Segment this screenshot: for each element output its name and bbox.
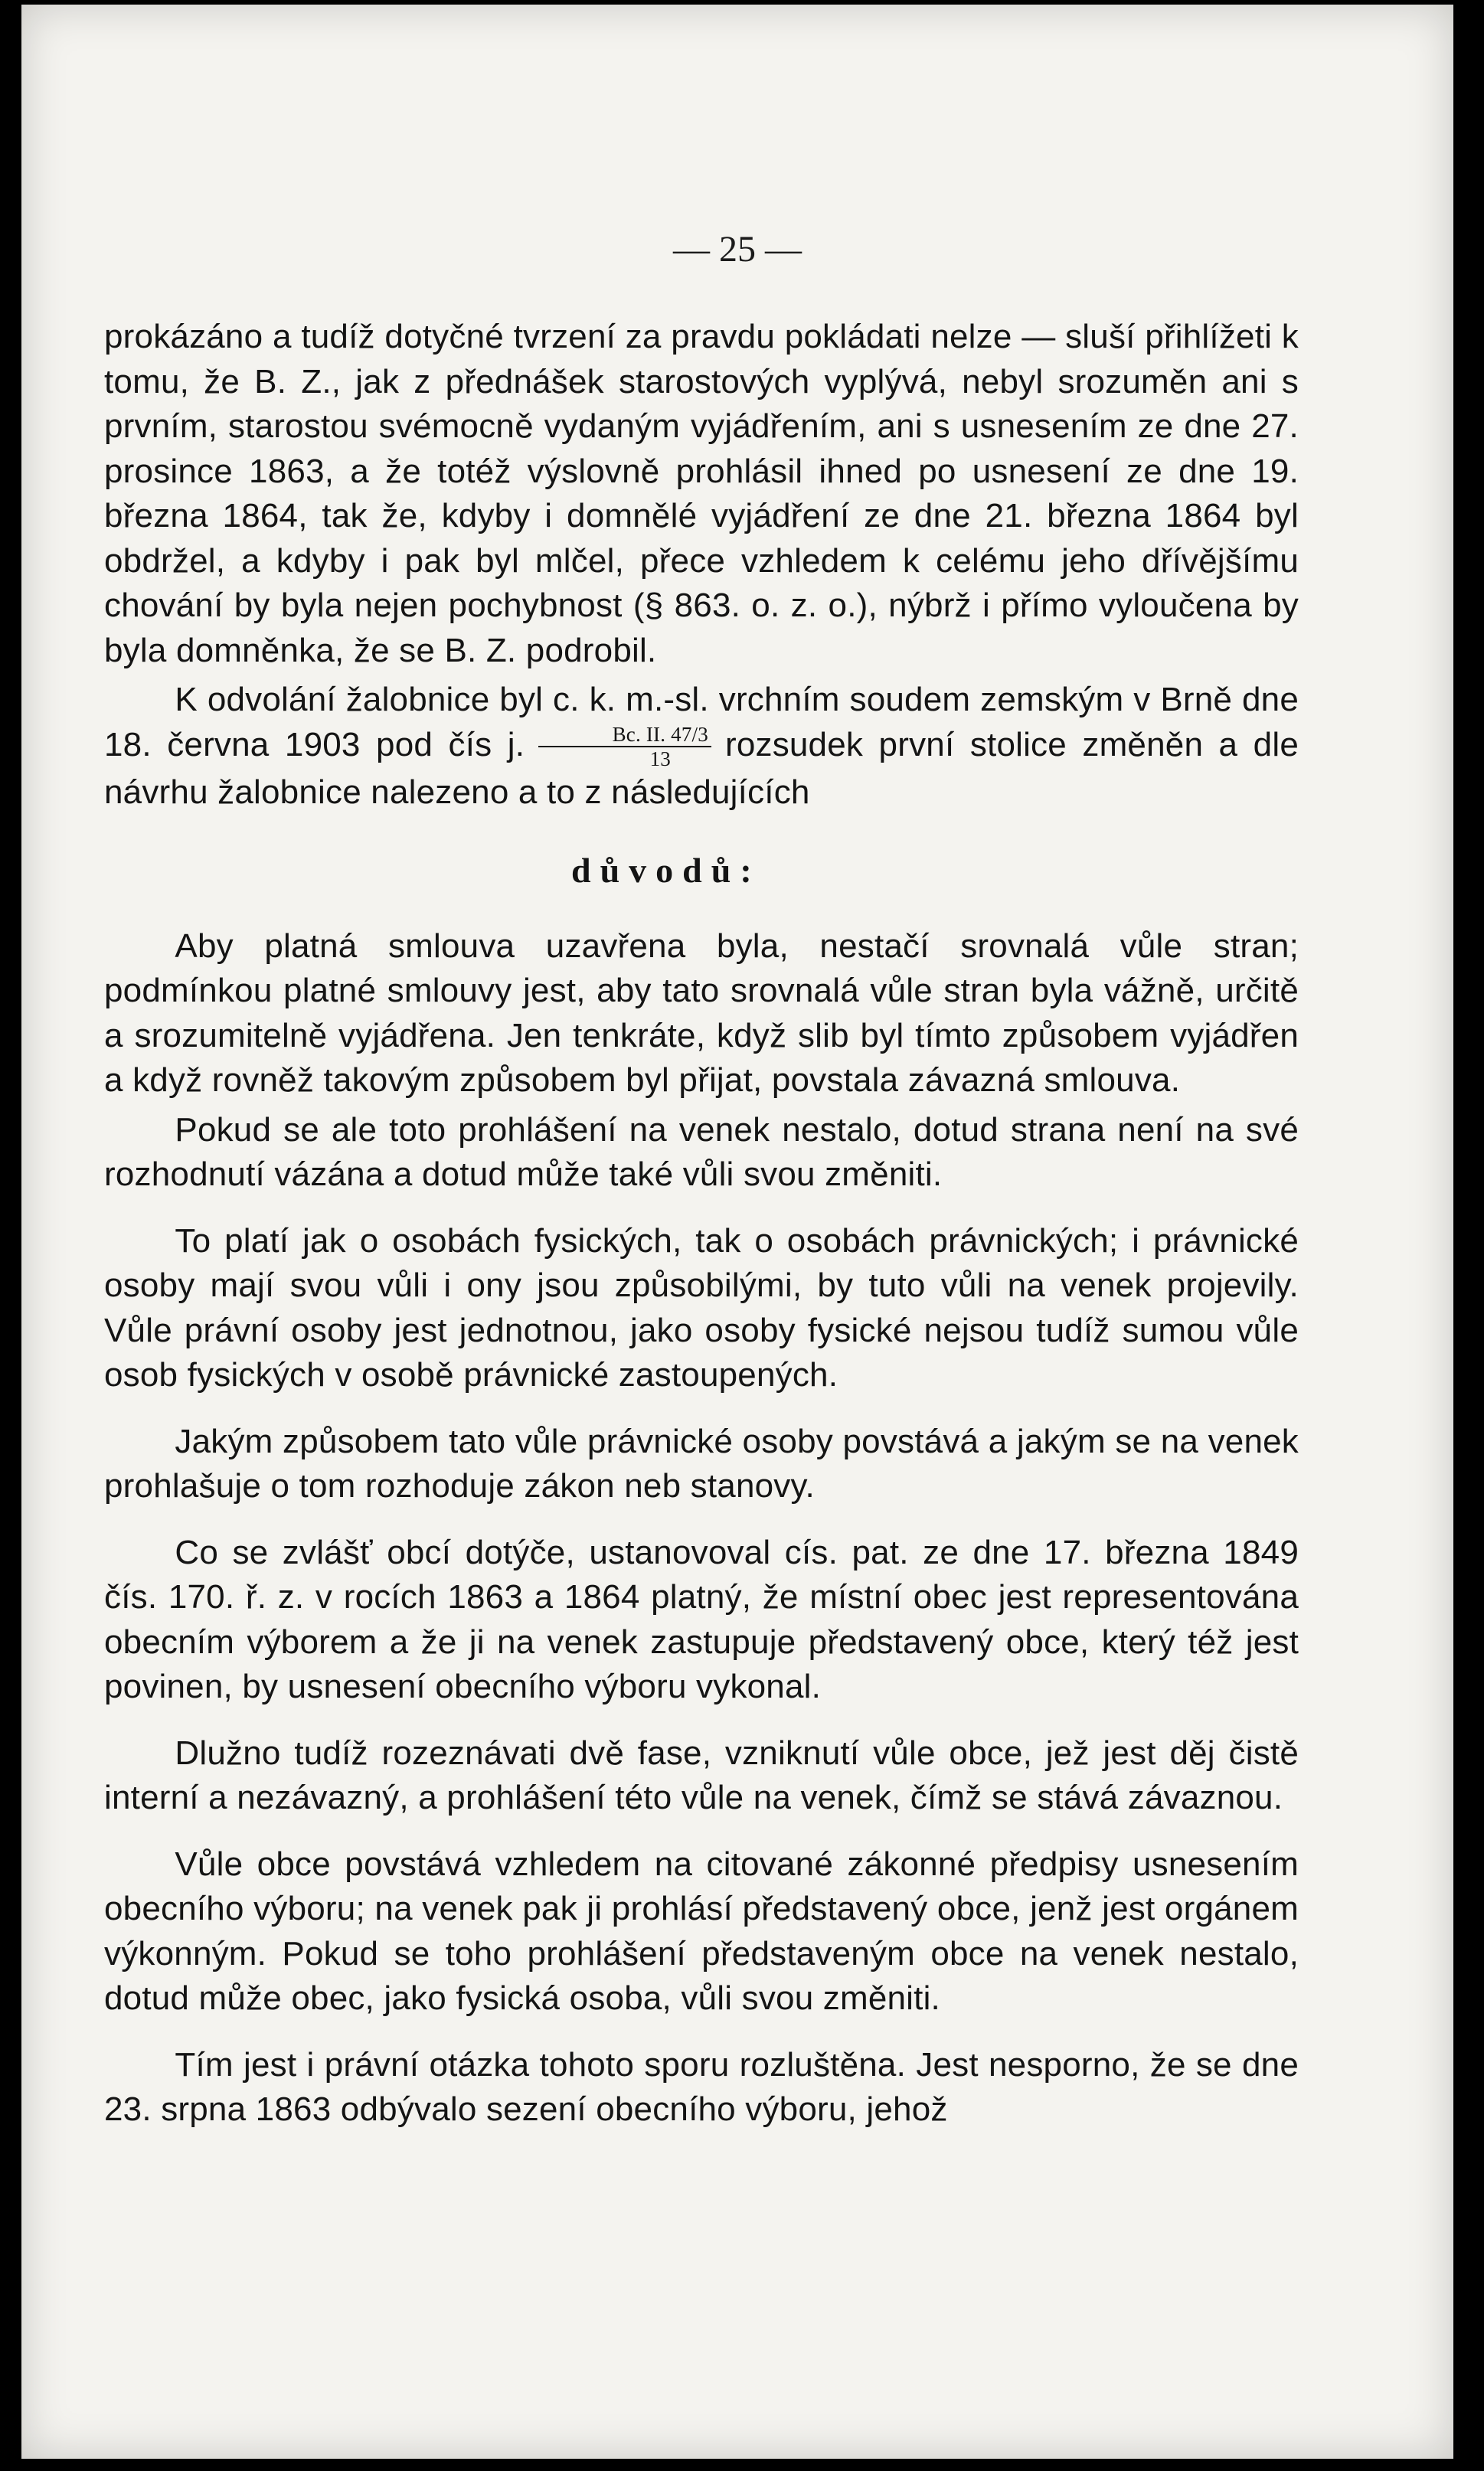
page-number: — 25 — (673, 229, 802, 270)
paragraph: Jakým způsobem tato vůle právnické osoby povstává a jakým se na venek prohlašuje o tom rozhoduje zákon neb stanovy. (104, 1422, 1299, 1505)
paragraph: prokázáno a tudíž dotyčné tvrzení za pravdu pokládati nelze — sluší přihlížeti k tomu, že B. Z., jak z přednášek starostových vyplývá, nebyl srozuměn ani s prvním, starostou svémocně vydaným vyjádřením, ani s usnesením ze dne 27. prosince 1863, a že totéž výslovně prohlásil ihned po usnesení ze dne 19. března 1864, tak že, kdyby i domnělé vyjádření ze dne 21. března 1864 byl obdržel, a kdyby i pak byl mlčel, přece vzhledem k celému jeho dřívějšímu chování by byla nejen pochybnost (§ 863. o. z. o.), nýbrž i přímo vyloučena by byla domněnka, že se B. Z. podrobil. (104, 318, 1299, 669)
ruling-text-before: K odvolání žalobnice byl c. k. m.-sl. vrchním soudem zemským v Brně dne 18. června 1903 pod čís j. (104, 681, 1299, 763)
paragraph: Aby platná smlouva uzavřena byla, nestačí srovnalá vůle stran; podmínkou platné smlouvy jest, aby tato srovnalá vůle stran byla vážně, určitě a srozumitelně vyjádřena. Jen tenkráte, když slib byl tímto způsobem vyjádřen a když rovněž takovým způsobem byl přijat, povstala závazná smlouva. (104, 927, 1299, 1100)
book-page (21, 5, 1453, 2459)
paragraph: Co se zvlášť obcí dotýče, ustanovoval cís. pat. ze dne 17. března 1849 čís. 170. ř. z. v rocích 1863 a 1864 platný, že místní obec jest representována obecním výborem a že ji na venek zastupuje představený obce, který též jest povinen, by usnesení obecního výboru vykonal. (104, 1533, 1299, 1706)
section-heading: důvodů: (571, 851, 761, 891)
case-reference-numerator: Bc. II. 47/3 (538, 723, 711, 747)
paragraph: To platí jak o osobách fysických, tak o osobách právnických; i právnické osoby mají svou vůli i ony jsou způsobilými, by tuto vůli na venek projevily. Vůle právní osoby jest jednotnou, jako osoby fysické nejsou tudíž sumou vůle osob fysických v osobě právnické zastoupených. (104, 1221, 1299, 1394)
ruling-text-after: rozsudek první stolice změněn a dle návrhu žalobnice nalezeno a to z následujících (104, 725, 1299, 811)
case-reference-fraction (538, 723, 711, 770)
case-reference-denominator: 13 (649, 747, 671, 770)
paragraph: Pokud se ale toto prohlášení na venek nestalo, dotud strana není na své rozhodnutí vázána a dotud může také vůli svou změniti. (104, 1110, 1299, 1194)
paragraph: Dlužno tudíž rozeznávati dvě fase, vzniknutí vůle obce, jež jest děj čistě interní a nezávazný, a prohlášení této vůle na venek, čímž se stává závaznou. (104, 1734, 1299, 1817)
ruling-paragraph (104, 678, 1299, 815)
page-text (104, 315, 1299, 2137)
paragraph: Tím jest i právní otázka tohoto sporu rozluštěna. Jest nesporno, že se dne 23. srpna 1863 odbývalo sezení obecního výboru, jehož (104, 2045, 1299, 2129)
paragraph: Vůle obce povstává vzhledem na citované zákonné předpisy usnesením obecního výboru; na venek pak ji prohlásí představený obce, jenž jest orgánem výkonným. Pokud se toho prohlášení představeným obce na venek nestalo, dotud může obec, jako fysická osoba, vůli svou změniti. (104, 1845, 1299, 2018)
